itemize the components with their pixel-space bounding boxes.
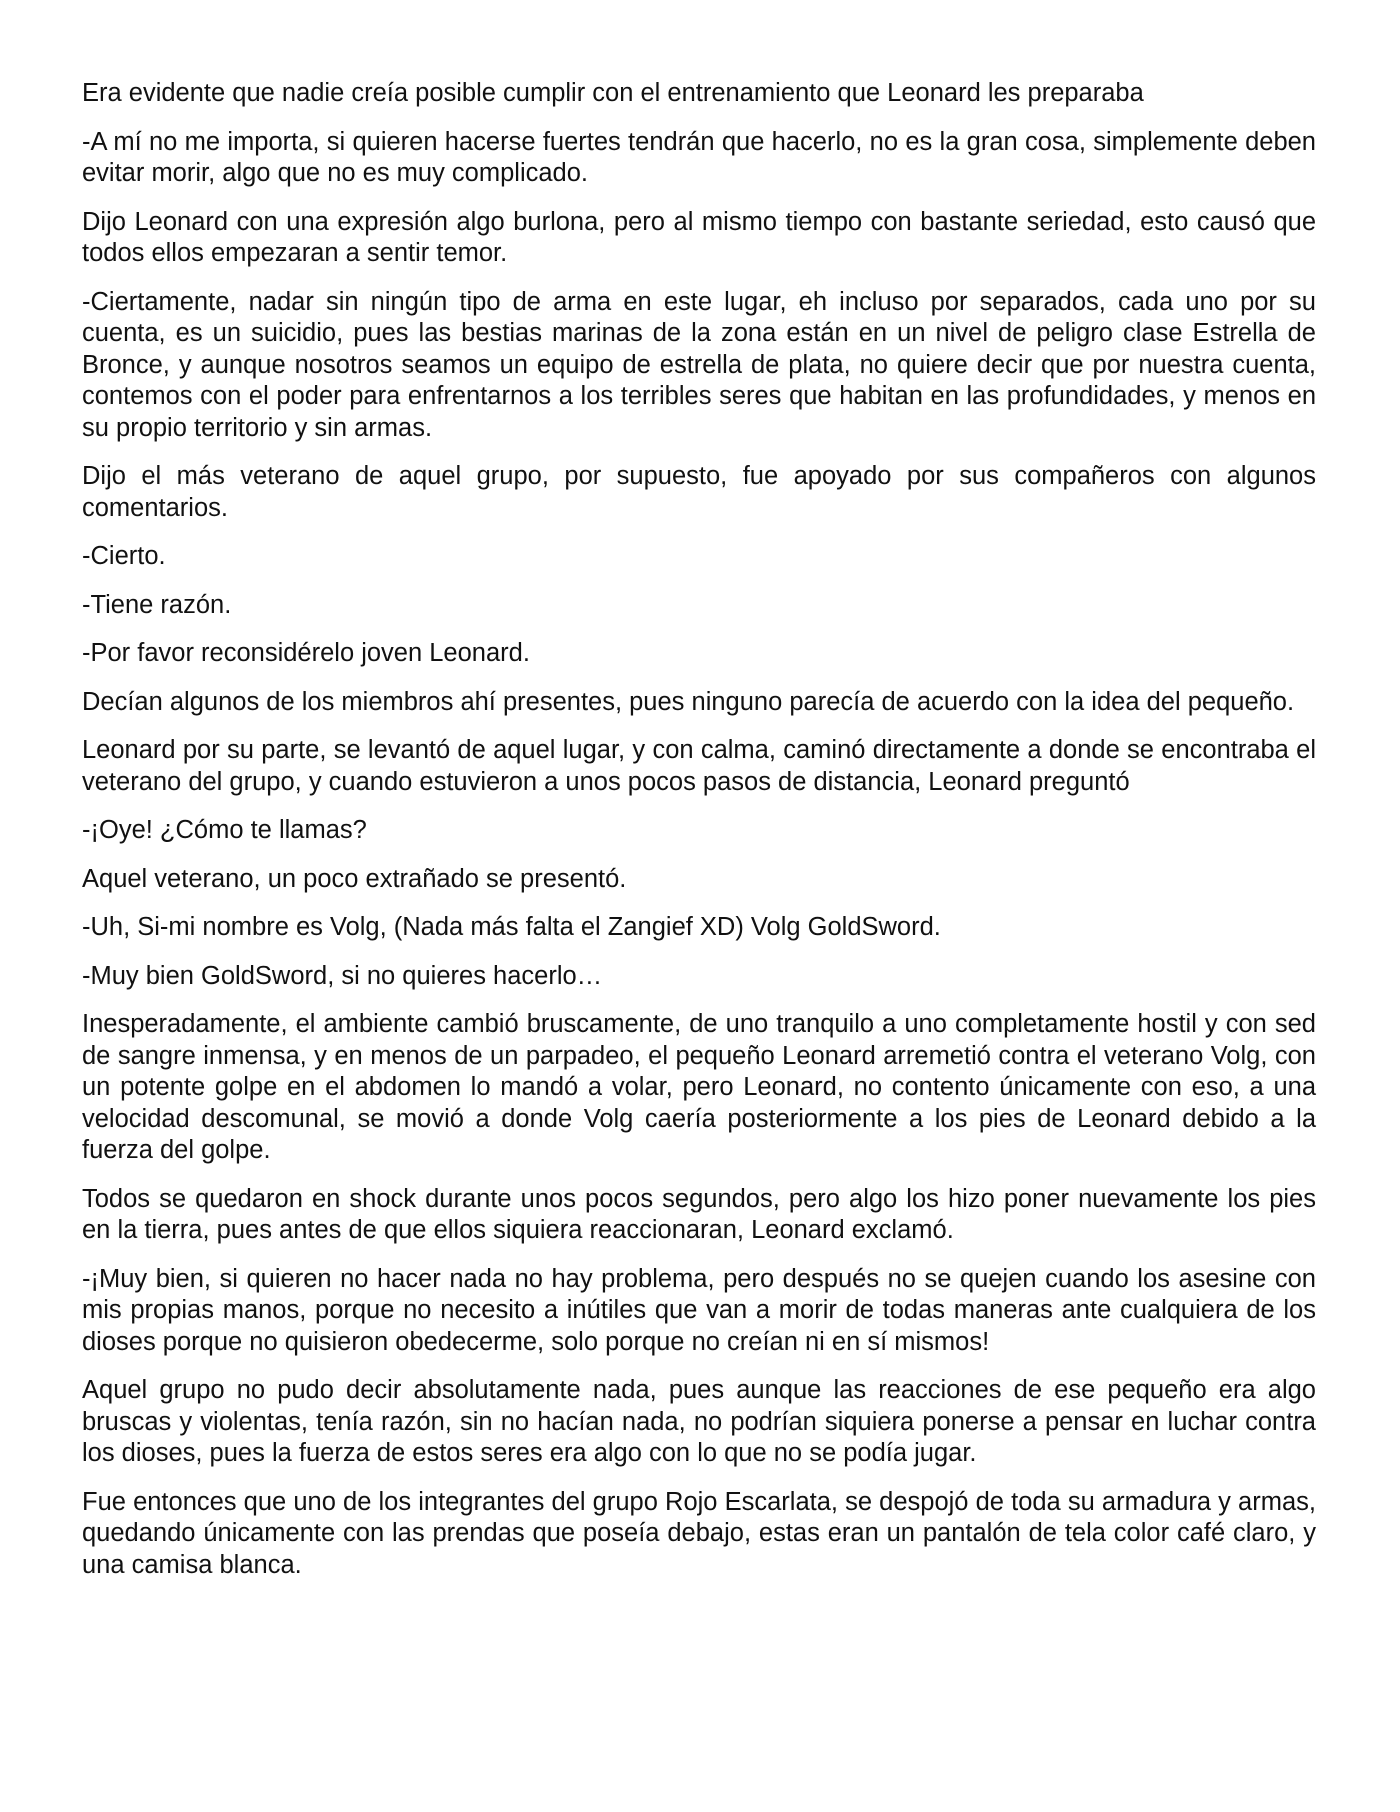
paragraph: -Por favor reconsidérelo joven Leonard. (82, 639, 530, 667)
paragraph: Dijo Leonard con una expresión algo burlona, pero al mismo tiempo con bastante seriedad, esto causó que todos ellos empezaran a sentir temor. (82, 207, 1316, 267)
paragraph: -¡Muy bien, si quieren no hacer nada no hay problema, pero después no se quejen cuando los asesine con mis propias manos, porque no necesito a inútiles que van a morir de todas maneras ante cualquiera de los dioses porque no quisieron obedecerme, solo porque no creían ni en sí mismos! (82, 1264, 1316, 1356)
paragraph: Leonard por su parte, se levantó de aquel lugar, y con calma, caminó directamente a donde se encontraba el veterano del grupo, y cuando estuvieron a unos pocos pasos de distancia, Leonard preguntó (82, 736, 1316, 796)
paragraph: -Uh, Si-mi nombre es Volg, (Nada más falta el Zangief XD) Volg GoldSword. (82, 913, 941, 941)
paragraph: -A mí no me importa, si quieren hacerse fuertes tendrán que hacerlo, no es la gran cosa, simplemente deben evitar morir, algo que no es muy complicado. (82, 127, 1316, 187)
paragraph: Aquel grupo no pudo decir absolutamente nada, pues aunque las reacciones de ese pequeño era algo bruscas y violentas, tenía razón, sin no hacían nada, no podrían siquiera ponerse a pensar en luchar contra los dioses, pues la fuerza de estos seres era algo con lo que no se podía jugar. (82, 1376, 1316, 1467)
paragraph: Aquel veterano, un poco extrañado se presentó. (82, 864, 627, 893)
paragraph: Todos se quedaron en shock durante unos pocos segundos, pero algo los hizo poner nuevamente los pies en la tierra, pues antes de que ellos siquiera reaccionaran, Leonard exclamó. (82, 1184, 1316, 1244)
paragraph: -¡Oye! ¿Cómo te llamas? (82, 816, 367, 844)
paragraph: Dijo el más veterano de aquel grupo, por supuesto, fue apoyado por sus compañeros con algunos comentarios. (82, 462, 1316, 522)
paragraph: -Muy bien GoldSword, si no quieres hacerlo… (82, 961, 603, 990)
paragraph: -Ciertamente, nadar sin ningún tipo de arma en este lugar, eh incluso por separados, cada uno por su cuenta, es un suicidio, pues las bestias marinas de la zona están en un nivel de peligro clase Estrella de Bronce, y aunque nosotros seamos un equipo de estrella de plata, no quiere decir que por nuestra cuenta, contemos con el poder para enfrentarnos a los terribles seres que habitan en las profundidades, y menos en su propio territorio y sin armas. (82, 287, 1316, 442)
document-body (82, 78, 1316, 1581)
paragraph: -Cierto. (82, 542, 166, 570)
paragraph: Decían algunos de los miembros ahí presentes, pues ninguno parecía de acuerdo con la idea del pequeño. (82, 687, 1295, 716)
paragraph: Fue entonces que uno de los integrantes del grupo Rojo Escarlata, se despojó de toda su armadura y armas, quedando únicamente con las prendas que poseía debajo, estas eran un pantalón de tela color café claro, y una camisa blanca. (82, 1487, 1316, 1579)
paragraph: Era evidente que nadie creía posible cumplir con el entrenamiento que Leonard les preparaba (82, 79, 1144, 107)
paragraph: Inesperadamente, el ambiente cambió bruscamente, de uno tranquilo a uno completamente hostil y con sed de sangre inmensa, y en menos de un parpadeo, el pequeño Leonard arremetió contra el veterano Volg, con un potente golpe en el abdomen lo mandó a volar, pero Leonard, no contento únicamente con eso, a una velocidad descomunal, se movió a donde Volg caería posteriormente a los pies de Leonard debido a la fuerza del golpe. (82, 1010, 1316, 1164)
paragraph: -Tiene razón. (82, 590, 232, 619)
